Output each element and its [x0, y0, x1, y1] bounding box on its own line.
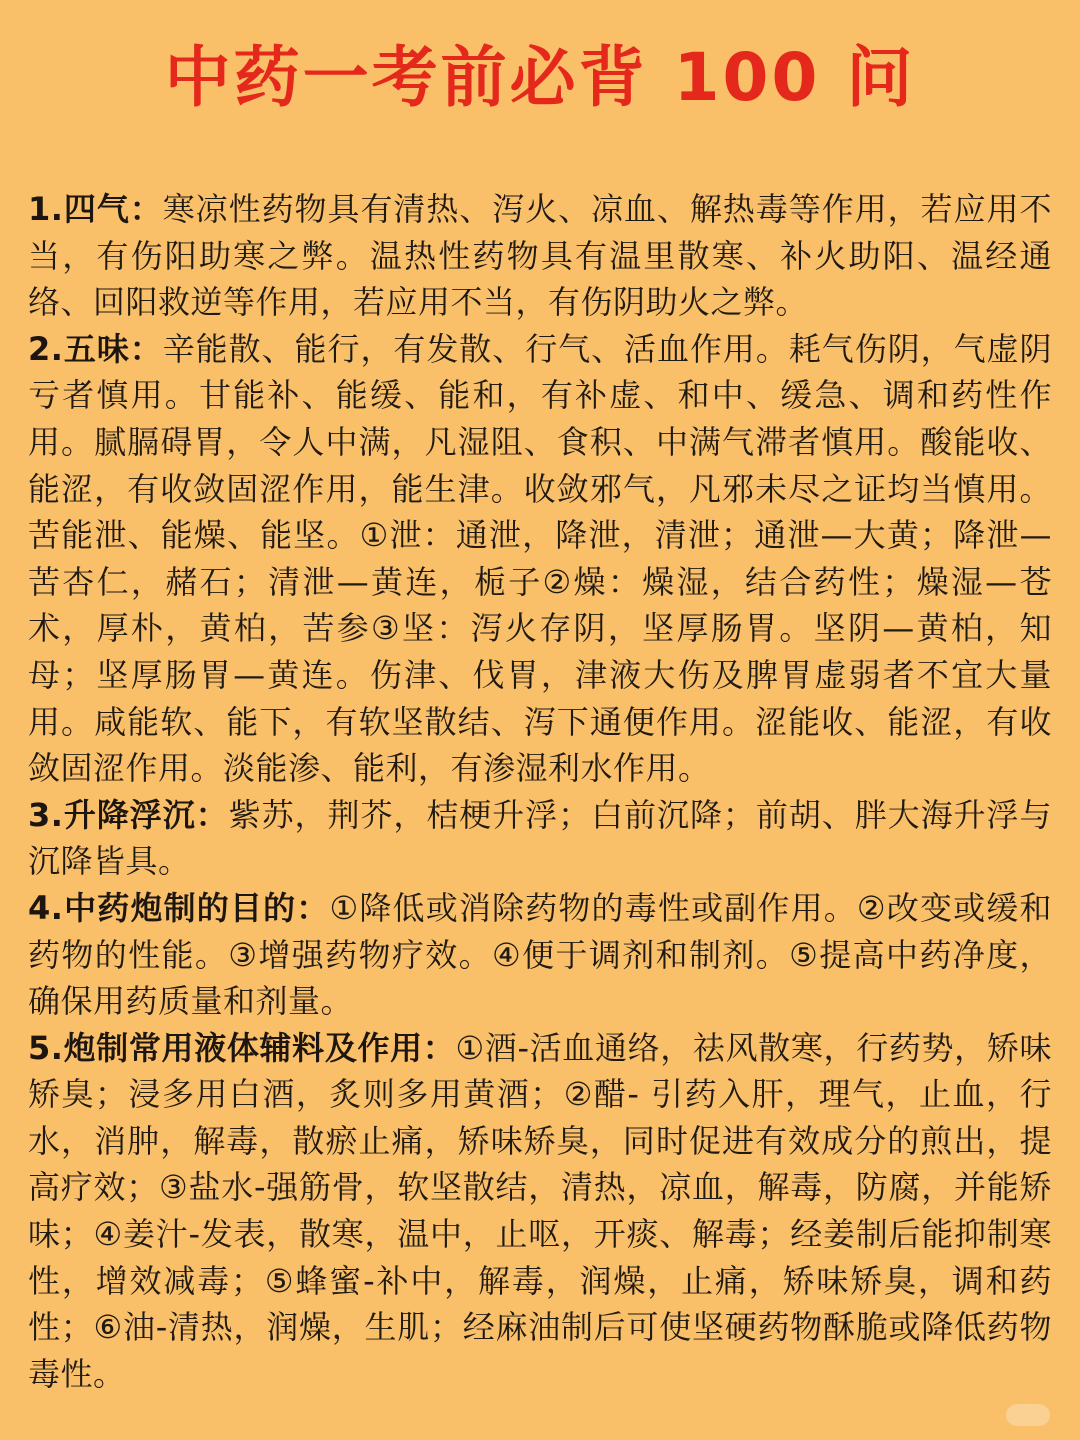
- note-heading: 4.中药炮制的目的：: [28, 888, 330, 927]
- note-text: ①降低或消除药物的毒性或副作用。②改变或缓和药物的性能。③增强药物疗效。④便于调剂和制剂。⑤提高中药净度，确保用药质量和剂量。: [28, 888, 1052, 1021]
- note-heading: 2.五味：: [28, 329, 163, 368]
- note-item-five-flavors: [28, 326, 1052, 792]
- note-heading: 5.炮制常用液体辅料及作用：: [28, 1028, 456, 1067]
- note-text: 紫苏，荆芥，桔梗升浮；白前沉降；前胡、胖大海升浮与沉降皆具。: [28, 795, 1052, 881]
- note-item-liquid-adjuvants: [28, 1025, 1052, 1398]
- note-item-processing-purpose: [28, 885, 1052, 1025]
- note-heading: 3.升降浮沉：: [28, 795, 229, 834]
- page-title: 中药一考前必背 100 问: [164, 39, 916, 116]
- note-text: ①酒-活血通络，祛风散寒，行药势，矫味矫臭；浸多用白酒，炙则多用黄酒；②醋- 引药入肝，理气，止血，行水，消肿，解毒，散瘀止痛，矫味矫臭，同时促进有效成分的煎出，提高疗效；③盐水-强筋骨，软坚散结，清热，凉血，解毒，防腐，并能矫味；④姜汁-发表，散寒，温中，止呕，开痰、解毒；经姜制后能抑制寒性，增效减毒；⑤蜂蜜-补中，解毒，润燥，止痛，矫味矫臭，调和药性；⑥油-清热，润燥，生肌；经麻油制后可使坚硬药物酥脆或降低药物毒性。: [28, 1028, 1052, 1393]
- note-heading: 1.四气：: [28, 190, 163, 228]
- watermark-badge: [1006, 1404, 1050, 1426]
- note-text: 寒凉性药物具有清热、泻火、凉血、解热毒等作用，若应用不当，有伤阳助寒之弊。温热性药物具有温里散寒、补火助阳、温经通络、回阳救逆等作用，若应用不当，有伤阴助火之弊。: [28, 190, 1052, 322]
- study-notes: [28, 186, 1052, 1397]
- note-text: 辛能散、能行，有发散、行气、活血作用。耗气伤阴，气虚阴亏者慎用。甘能补、能缓、能和，有补虚、和中、缓急、调和药性作用。腻膈碍胃，令人中满，凡湿阻、食积、中满气滞者慎用。酸能收、能涩，有收敛固涩作用，能生津。收敛邪气，凡邪未尽之证均当慎用。苦能泄、能燥、能坚。①泄：通泄，降泄，清泄；通泄—大黄；降泄—苦杏仁，赭石；清泄—黄连，栀子②燥：燥湿，结合药性；燥湿—苍术，厚朴，黄柏，苦参③坚：泻火存阴，坚厚肠胃。坚阴—黄柏，知母；坚厚肠胃—黄连。伤津、伐胃，津液大伤及脾胃虚弱者不宜大量用。咸能软、能下，有软坚散结、泻下通便作用。涩能收、能涩，有收敛固涩作用。淡能渗、能利，有渗湿利水作用。: [28, 329, 1052, 788]
- note-item-four-qi: [28, 186, 1052, 326]
- note-item-ascending-descending: [28, 792, 1052, 885]
